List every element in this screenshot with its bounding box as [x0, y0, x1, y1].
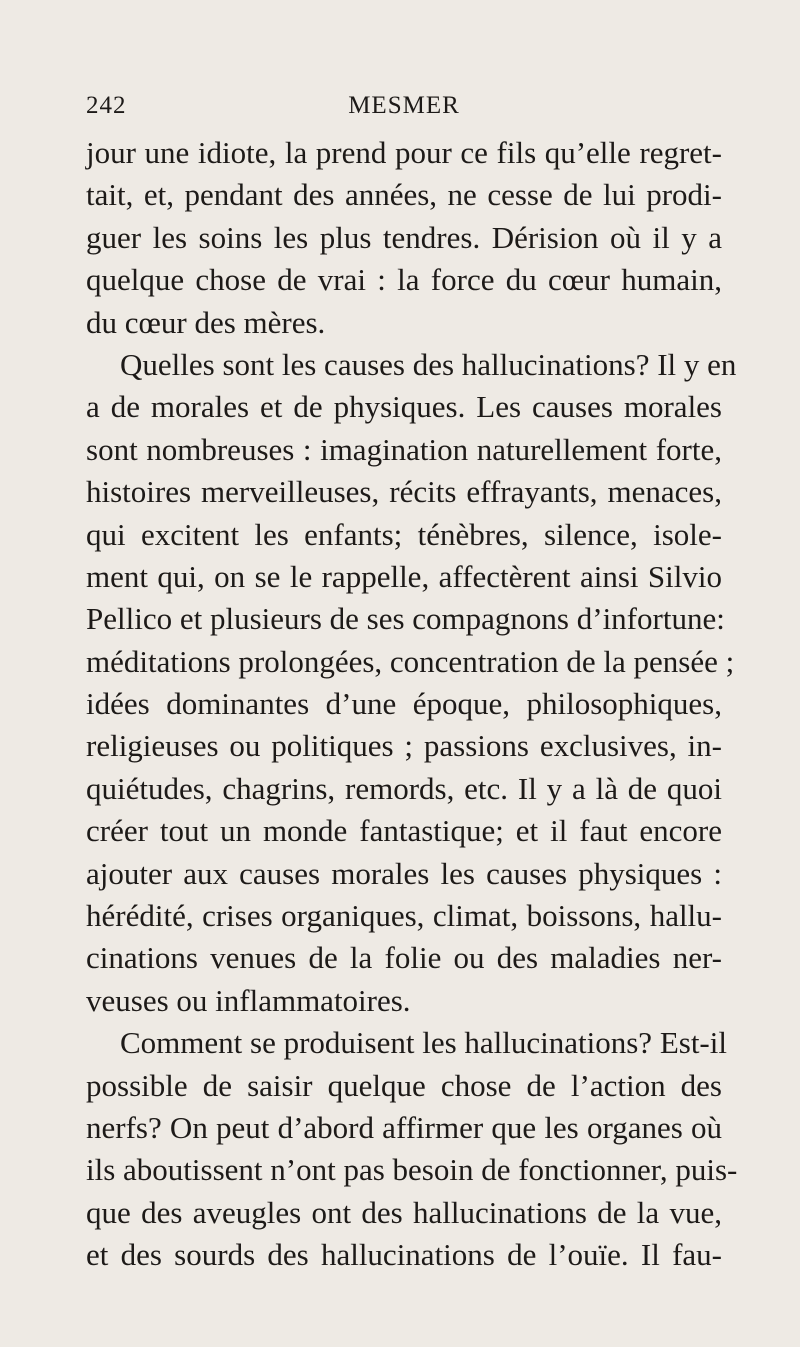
text-line: idées dominantes d’une époque, philosophiques, — [86, 686, 722, 722]
text-line: méditations prolongées, concentration de la pensée ; — [86, 643, 735, 679]
text-line: Pellico et plusieurs de ses compagnons d’infortune: — [86, 601, 725, 637]
paragraph-start-line: Quelles sont les causes des hallucinations? Il y en — [120, 346, 737, 382]
paragraph-end-line: du cœur des mères. — [86, 304, 326, 340]
text-line: ajouter aux causes morales les causes physiques : — [86, 855, 722, 891]
text-line: ment qui, on se le rappelle, affectèrent ainsi Silvio — [86, 558, 722, 594]
text-line: tait, et, pendant des années, ne cesse de lui prodi- — [86, 177, 722, 213]
text-line: a de morales et de physiques. Les causes morales — [86, 389, 722, 425]
text-line: religieuses ou politiques ; passions exclusives, in- — [86, 728, 722, 764]
text-line: histoires merveilleuses, récits effrayants, menaces, — [86, 474, 722, 510]
text-line: que des aveugles ont des hallucinations de la vue, — [86, 1194, 722, 1230]
paragraph-start-line: Comment se produisent les hallucinations? Est-il — [120, 1025, 727, 1061]
text-line: et des sourds des hallucinations de l’ouïe. Il fau- — [86, 1237, 722, 1273]
text-line: créer tout un monde fantastique; et il faut encore — [86, 813, 722, 849]
text-line: ils aboutissent n’ont pas besoin de fonctionner, puis- — [86, 1152, 738, 1188]
text-line: quiétudes, chagrins, remords, etc. Il y a là de quoi — [86, 770, 722, 806]
text-line: possible de saisir quelque chose de l’action des — [86, 1067, 722, 1103]
text-line: sont nombreuses : imagination naturellement forte, — [86, 431, 722, 467]
text-line: jour une idiote, la prend pour ce fils qu’elle regret- — [86, 135, 722, 170]
paragraph-end-line: veuses ou inflammatoires. — [86, 982, 411, 1018]
body-text — [86, 132, 738, 1277]
text-line: qui excitent les enfants; ténèbres, silence, isole- — [86, 516, 722, 552]
text-line: cinations venues de la folie ou des maladies ner- — [86, 940, 722, 976]
text-line: quelque chose de vrai : la force du cœur humain, — [86, 262, 722, 298]
text-line: hérédité, crises organiques, climat, boissons, hallu- — [86, 898, 722, 934]
page-number: 242 — [86, 92, 127, 119]
running-head — [86, 92, 722, 126]
text-line: guer les soins les plus tendres. Dérision où il y a — [86, 219, 722, 255]
running-title: MESMER — [348, 92, 460, 119]
text-line: nerfs? On peut d’abord affirmer que les organes où — [86, 1109, 722, 1145]
